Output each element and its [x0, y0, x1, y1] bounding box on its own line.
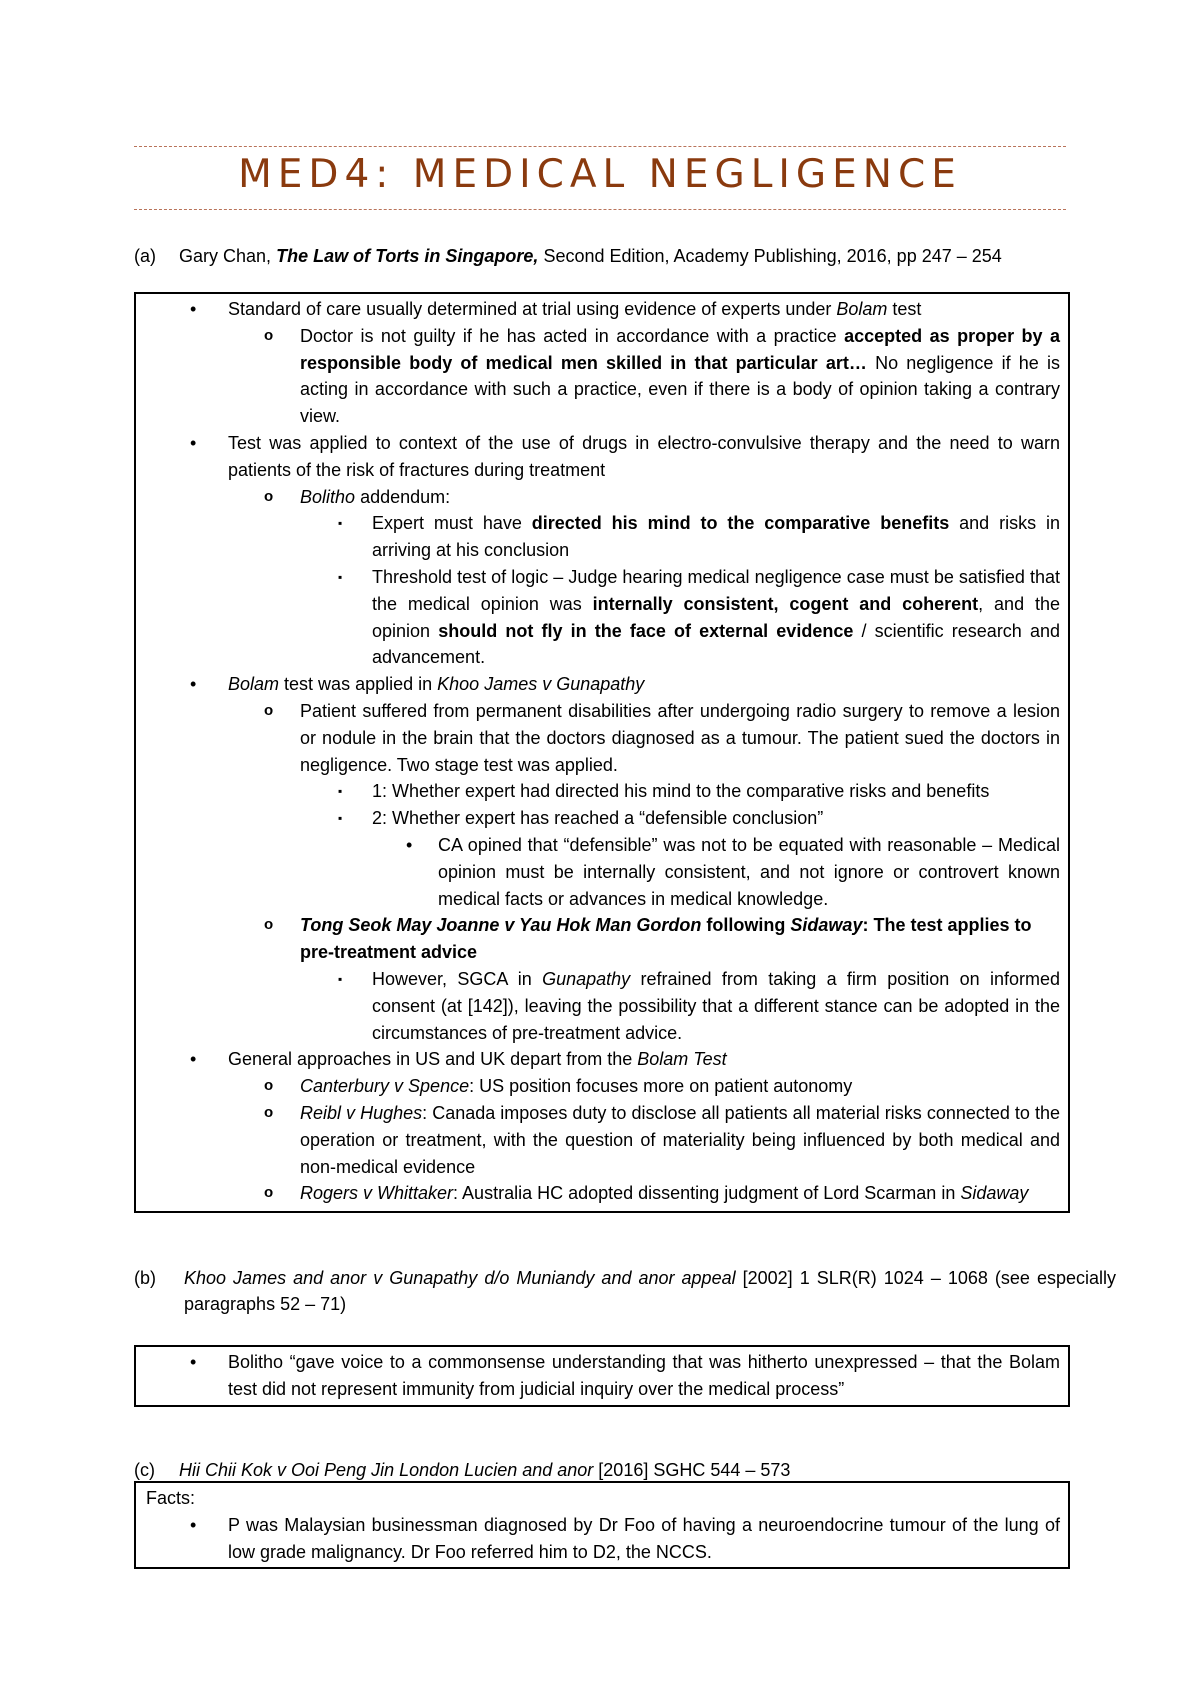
list-item: ▪ 2: Whether expert has reached a “defensible conclusion”	[144, 805, 1060, 832]
section-c-label: (c)	[134, 1460, 155, 1480]
bullet-o-icon: o	[264, 326, 274, 344]
section-c-source	[134, 1457, 1066, 1483]
title-top-rule	[134, 146, 1066, 147]
list-item: o Doctor is not guilty if he has acted in accordance with a practice accepted as proper by a responsible body of medical men skilled in that particular art… No negligence if he is acting in accordance with such a practice, even if there is a body of opinion taking a contrary view.	[144, 323, 1060, 430]
section-a-author: Gary Chan,	[179, 246, 272, 266]
list-item: • Bolam test was applied in Khoo James v Gunapathy	[144, 671, 1060, 698]
section-b-source	[134, 1265, 1116, 1317]
bullet-o-icon: o	[264, 701, 274, 719]
list-item: • Bolitho “gave voice to a commonsense understanding that was hitherto unexpressed – that the Bolam test did not represent immunity from judicial inquiry over the medical process”	[144, 1349, 1060, 1403]
bullet-dot-icon: •	[406, 834, 413, 855]
bullet-square-icon: ▪	[338, 784, 343, 799]
section-a-source	[134, 243, 1066, 269]
bullet-o-icon: o	[264, 1103, 274, 1121]
list-item: o Tong Seok May Joanne v Yau Hok Man Gordon following Sidaway: The test applies to pre-treatment advice	[144, 912, 1060, 966]
bullet-dot-icon: •	[190, 1352, 197, 1372]
bullet-dot-icon: •	[190, 674, 197, 695]
page-title: MED4: MEDICAL NEGLIGENCE	[238, 152, 962, 197]
bullet-o-icon: o	[264, 916, 274, 934]
bullet-square-icon: ▪	[338, 971, 343, 986]
list-item: o Patient suffered from permanent disabilities after undergoing radio surgery to remove a lesion or nodule in the brain that the doctors diagnosed as a tumour. The patient sued the doctors in negligence. Two stage test was applied.	[144, 698, 1060, 778]
list-item: ▪ 1: Whether expert had directed his mind to the comparative risks and benefits	[144, 778, 1060, 805]
title-bottom-rule	[134, 209, 1066, 210]
section-b-citation: [2002] 1 SLR(R) 1024 – 1068 (see especially paragraphs 52 – 71)	[184, 1268, 1116, 1314]
section-a-label: (a)	[134, 246, 156, 266]
bullet-dot-icon: •	[190, 299, 197, 319]
bullet-square-icon: ▪	[338, 516, 343, 531]
bullet-dot-icon: •	[190, 432, 197, 453]
list-item: ▪ Threshold test of logic – Judge hearing medical negligence case must be satisfied that the medical opinion was internally consistent, cogent and coherent, and the opinion should not fly in the face of external evidence / scientific research and advancement.	[144, 564, 1060, 671]
bullet-o-icon: o	[264, 487, 274, 505]
list-item: o Canterbury v Spence: US position focuses more on patient autonomy	[144, 1073, 1060, 1100]
section-a-notes-box	[134, 292, 1070, 1213]
list-item: • CA opined that “defensible” was not to be equated with reasonable – Medical opinion must be internally consistent, and not ignore or controvert known medical facts or advances in medical knowledge.	[144, 832, 1060, 912]
bullet-square-icon: ▪	[338, 811, 343, 826]
bullet-square-icon: ▪	[338, 569, 343, 584]
list-item: ▪ However, SGCA in Gunapathy refrained from taking a firm position on informed consent (at [142]), leaving the possibility that a different stance can be adopted in the circumstances of pre-treatment advice.	[144, 966, 1060, 1046]
section-b-notes-box	[134, 1345, 1070, 1407]
section-a-book-title: The Law of Torts in Singapore,	[276, 246, 539, 266]
facts-heading: Facts:	[146, 1488, 196, 1508]
list-item: • General approaches in US and UK depart from the Bolam Test	[144, 1046, 1060, 1073]
section-b-case-name: Khoo James and anor v Gunapathy d/o Muniandy and anor appeal	[184, 1268, 736, 1288]
section-a-publication: Second Edition, Academy Publishing, 2016, pp 247 – 254	[543, 246, 1002, 266]
bullet-dot-icon: •	[190, 1049, 197, 1070]
section-c-notes-box	[134, 1481, 1070, 1569]
bullet-o-icon: o	[264, 1184, 274, 1202]
list-item: ▪ Expert must have directed his mind to the comparative benefits and risks in arriving at his conclusion	[144, 510, 1060, 564]
bullet-o-icon: o	[264, 1077, 274, 1095]
section-b-label: (b)	[134, 1268, 156, 1288]
list-item: • Test was applied to context of the use of drugs in electro-convulsive therapy and the need to warn patients of the risk of fractures during treatment	[144, 430, 1060, 484]
section-c-case-name: Hii Chii Kok v Ooi Peng Jin London Lucien and anor	[179, 1460, 594, 1480]
list-item: o Rogers v Whittaker: Australia HC adopted dissenting judgment of Lord Scarman in Sidaway	[144, 1180, 1060, 1207]
list-item: o Bolitho addendum:	[144, 484, 1060, 511]
section-c-citation: [2016] SGHC 544 – 573	[598, 1460, 791, 1480]
list-item: • Standard of care usually determined at trial using evidence of experts under Bolam test	[144, 296, 1060, 323]
list-item: o Reibl v Hughes: Canada imposes duty to disclose all patients all material risks connected to the operation or treatment, with the question of materiality being influenced by both medical and non-medical evidence	[144, 1100, 1060, 1180]
bullet-dot-icon: •	[190, 1514, 197, 1535]
list-item: • P was Malaysian businessman diagnosed by Dr Foo of having a neuroendocrine tumour of the lung of low grade malignancy. Dr Foo referred him to D2, the NCCS.	[144, 1512, 1060, 1566]
